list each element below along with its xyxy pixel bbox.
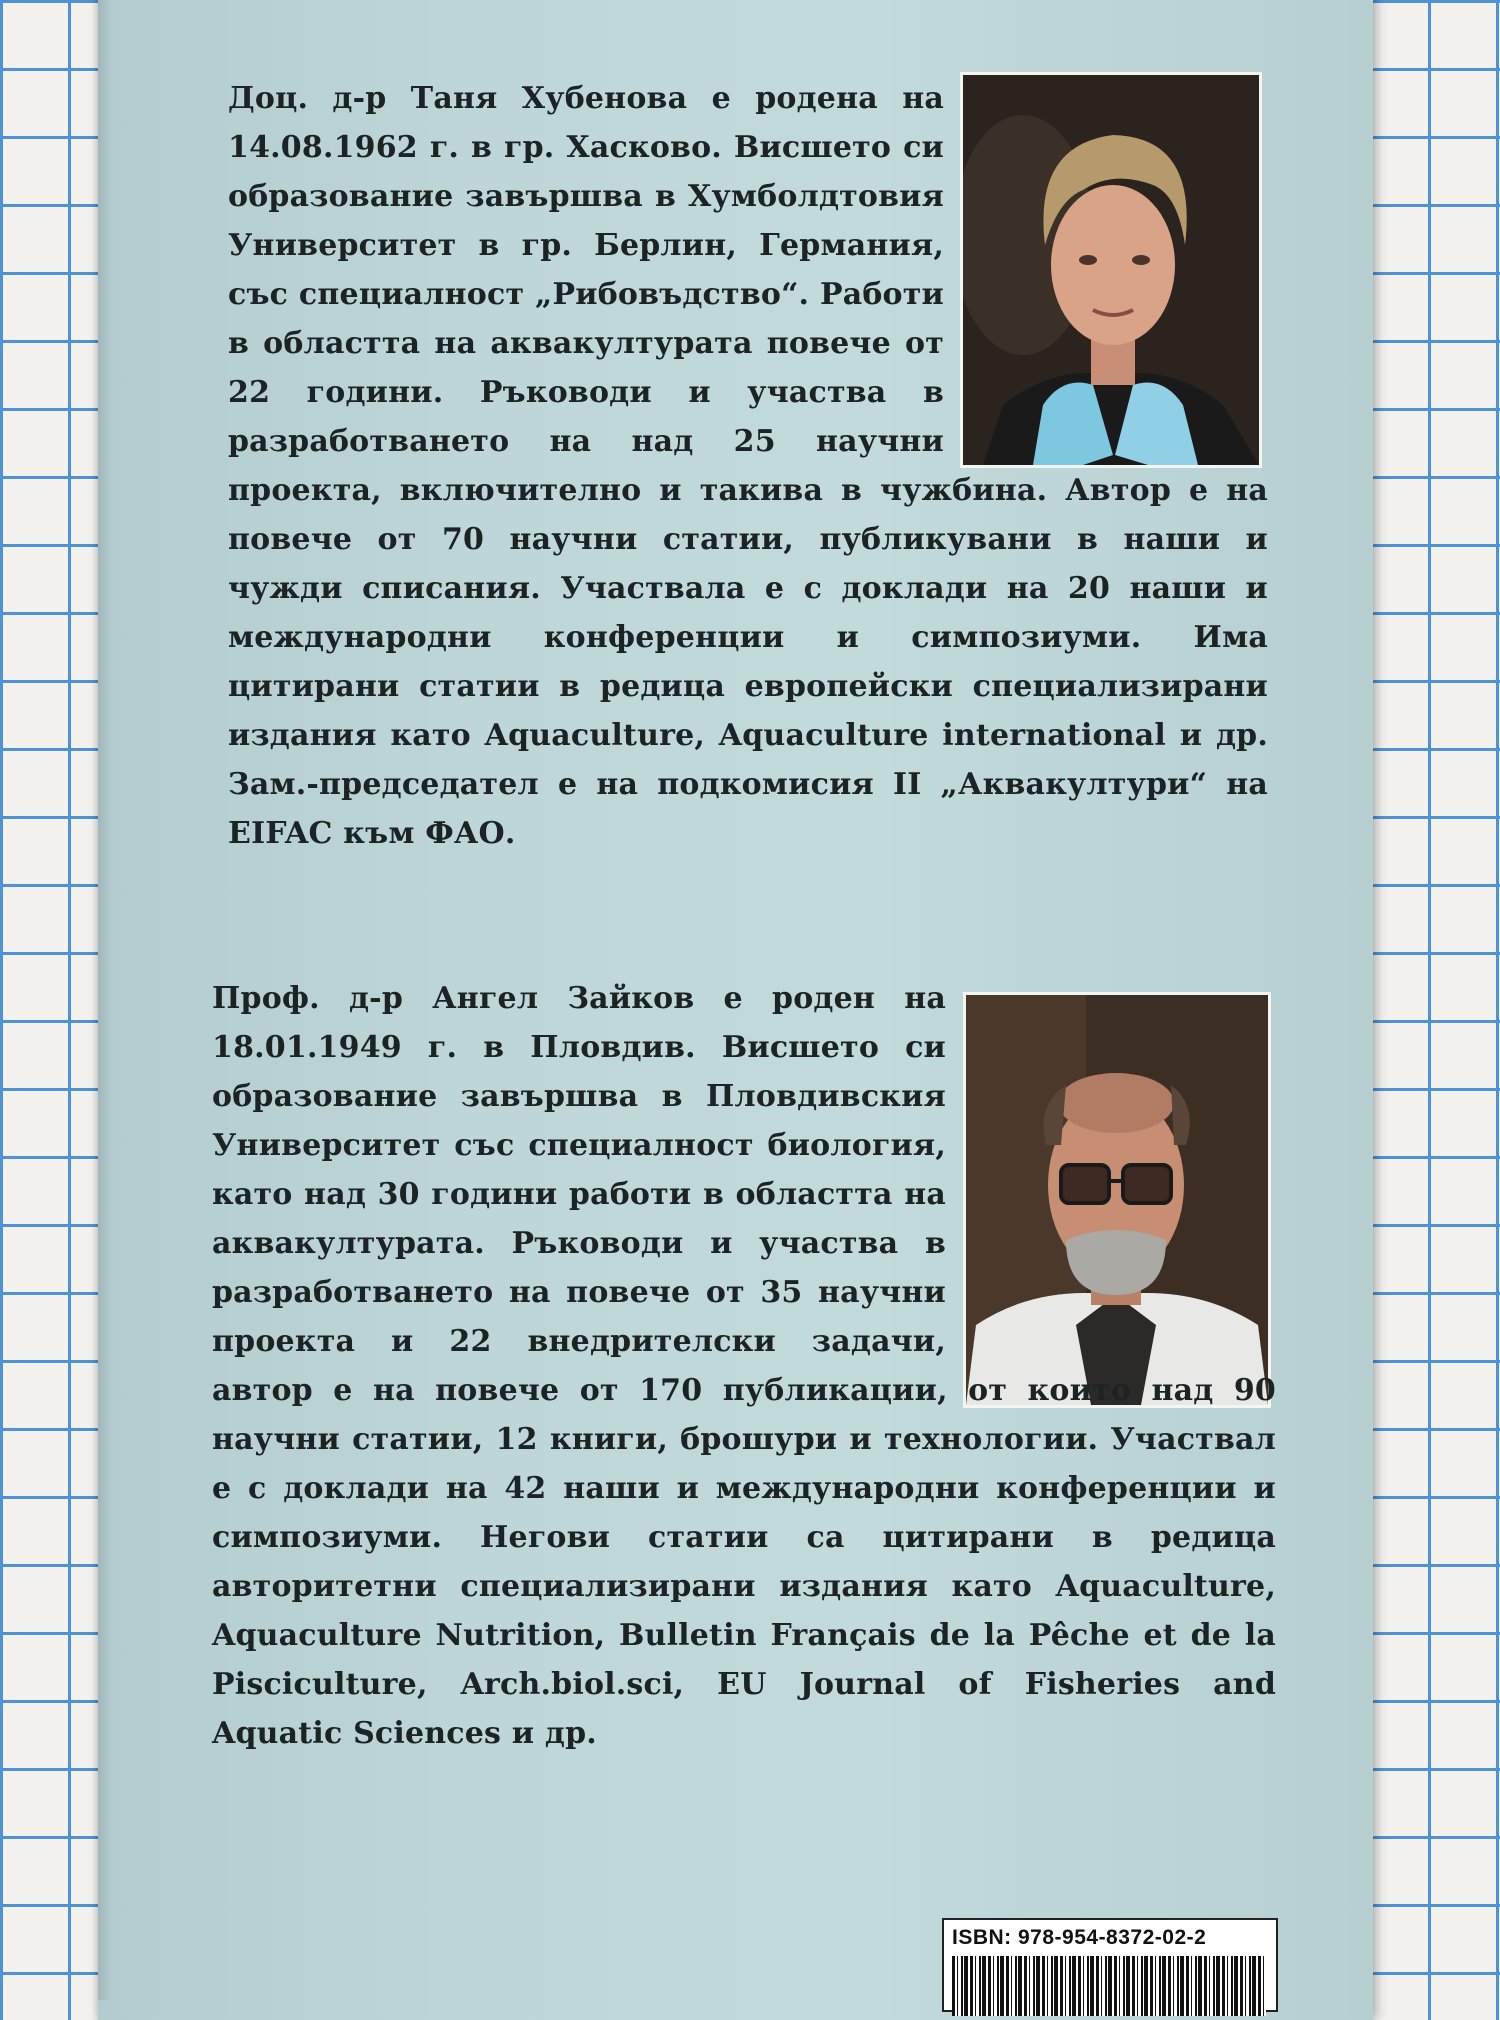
bio-zaykov-text: Проф. д-р Ангел Зайков е роден на 18.01.1949 г. в Пловдив. Висшето си образование завършва в Пловдивския Университет със специалност биология, като над 30 години работи в областта на аквакултурата. Ръководи и участва в разработването на повече от 35 научни проекта и 22 внедрителски задачи, автор е на повече от 170 публикации, от които над 90 научни статии, 12 книги, брошури и технологии. Участвал е с доклади на 42 наши и международни конференции и симпозиуми. Негови статии са цитирани в редица авторитетни специализирани издания като Aquaculture, Aquaculture Nutrition, Bulletin Français de la Pêche et de la Pisciculture, Arch.biol.sci, EU Journal of Fisheries and Aquatic Sciences и др. (212, 981, 1276, 1751)
barcode (952, 1956, 1266, 2016)
cover-spine-shadow (98, 0, 112, 2000)
author-bio-hubenova (228, 74, 1268, 858)
isbn-number: ISBN: 978-954-8372-02-2 (952, 1926, 1207, 1949)
bio-hubenova-text: Доц. д-р Таня Хубенова е родена на 14.08.1962 г. в гр. Хасково. Висшето си образование завършва в Хумболдтовия Университет в гр. Берлин, Германия, със специалност „Рибовъдство“. Работи в областта на аквакултурата повече от 22 години. Ръководи и участва в разработването на над 25 научни проекта, включително и такива в чужбина. Автор е на повече от 70 научни статии, публикувани в наши и чужди списания. Участвала е с доклади на 20 наши и международни конференции и симпозиуми. Има цитирани статии в редица европейски специализирани издания като Aquaculture, Aquaculture international и др. Зам.-председател е на подкомисия II „Аквакултури“ на EIFAC към ФАО. (228, 81, 1268, 851)
isbn-barcode-label (942, 1918, 1278, 2012)
author-bio-zaykov (212, 974, 1276, 1758)
